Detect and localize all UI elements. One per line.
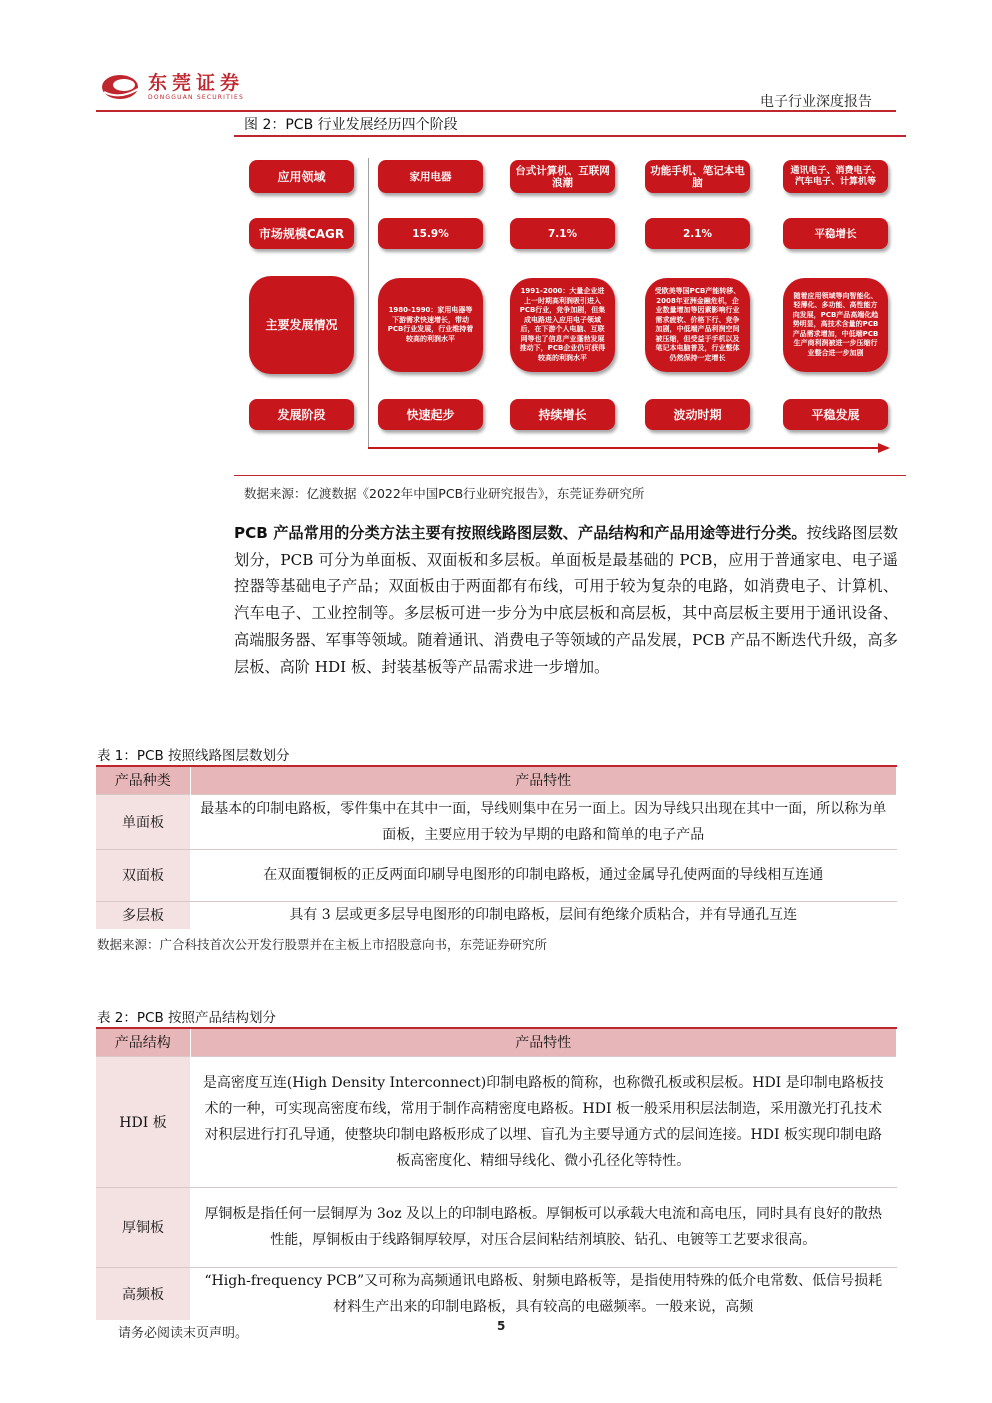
- stage-2-phase: 持续增长: [510, 399, 615, 430]
- timeline-vertical-axis: [368, 158, 369, 448]
- table-header-cell: 产品特性: [190, 767, 897, 794]
- table-header-cell: 产品结构: [96, 1029, 190, 1056]
- table-1: [96, 767, 897, 929]
- stage-4-cagr: 平稳增长: [783, 218, 888, 249]
- paragraph-lead: PCB 产品常用的分类方法主要有按照线路图层数、产品结构和产品用途等进行分类。: [234, 524, 807, 542]
- table-value-cell: 最基本的印制电路板，零件集中在其中一面，导线则集中在另一面上。因为导线只出现在其中一面，所以称为单面板，主要应用于较为早期的电路和简单的电子产品: [190, 794, 897, 849]
- stage-1-phase: 快速起步: [378, 399, 483, 430]
- table-value-cell: 是高密度互连(High Density Interconnect)印制电路板的简称，也称微孔板或积层板。HDI 是印制电路板技术的一种，可实现高密度布线，常用于制作高精密度电路板。HDI 板一般采用积层法制造，采用激光打孔技术对积层进行打孔导通，使整块印制电路板形成了以埋、盲孔为主要导通方式的层间连接。HDI 板实现印制电路板高密度化、精细导线化、微小孔径化等特性。: [190, 1056, 897, 1187]
- table-2: [96, 1029, 897, 1320]
- stage-1-development: 1980-1990：家用电器等下游需求快速增长，带动PCB行业发展，行业维持着较高的利润水平: [378, 278, 483, 372]
- table-key-cell: HDI 板: [96, 1056, 190, 1187]
- stage-2-development: 1991-2000：大量企业进上一时期高利润吸引进入PCB行业，竞争加剧，但集成电路进入应用电子领域后，在下游个人电脑、互联网等也了信息产业蓬勃发展推动下，PCB企业仍可获得较高的利润水平: [510, 278, 615, 372]
- table-row: [96, 849, 897, 901]
- logo-english-name: DONGGUAN SECURITIES: [148, 94, 244, 101]
- table-header-cell: 产品特性: [190, 1029, 897, 1056]
- stage-4-phase: 平稳发展: [783, 399, 888, 430]
- stage-3-phase: 波动时期: [645, 399, 750, 430]
- table-value-cell: “High-frequency PCB”又可称为高频通讯电路板、射频电路板等，是指使用特殊的低介电常数、低信号损耗材料生产出来的印制电路板，具有较高的电磁频率。一般来说，高频: [190, 1267, 897, 1320]
- table-header-cell: 产品种类: [96, 767, 190, 794]
- logo-mark-icon: [100, 72, 142, 102]
- table-row: [96, 1056, 897, 1187]
- disclaimer-note: 请务必阅读末页声明。: [118, 1326, 249, 1341]
- table-row: [96, 1267, 897, 1320]
- table-key-cell: 双面板: [96, 849, 190, 901]
- stage-3-development: 受欧美等国PCB产能转移、2008年亚洲金融危机，企业数量增加等因素影响行业需求疲软、价格下行、竞争加剧，中低端产品利润空间被压缩，但受益于手机以及笔记本电脑普及，行业整体仍然保持一定增长: [645, 278, 750, 372]
- stage-2-cagr: 7.1%: [510, 218, 615, 249]
- logo-chinese-name: 东莞证券: [148, 72, 245, 94]
- table-row: [96, 901, 897, 929]
- figure-top-divider: [234, 135, 906, 137]
- table-1-title: 表 1：PCB 按照线路图层数划分: [97, 748, 290, 764]
- table-row: [96, 794, 897, 849]
- timeline-arrow-icon: [878, 443, 890, 453]
- row-label-development: 主要发展情况: [249, 276, 354, 374]
- table-key-cell: 多层板: [96, 901, 190, 929]
- stage-4-development: 随着应用领域等向智能化、轻薄化、多功能、高性能方向发展，PCB产品高端化趋势明显，高技术含量的PCB产品需求增加，中低端PCB生产商利润被进一步压缩行业整合进一步加剧: [783, 278, 888, 372]
- table-key-cell: 单面板: [96, 794, 190, 849]
- report-category-title: 电子行业深度报告: [760, 94, 872, 110]
- table-key-cell: 厚铜板: [96, 1187, 190, 1267]
- table-header-row: [96, 1029, 897, 1056]
- stage-3-cagr: 2.1%: [645, 218, 750, 249]
- stage-4-application: 通讯电子、消费电子、汽车电子、计算机等: [783, 160, 888, 193]
- table-value-cell: 厚铜板是指任何一层铜厚为 3oz 及以上的印制电路板。厚铜板可以承载大电流和高电压，同时具有良好的散热性能，厚铜板由于线路铜厚较厚，对压合层间粘结剂填胶、钻孔、电镀等工艺要求很高。: [190, 1187, 897, 1267]
- table-value-cell: 在双面覆铜板的正反两面印刷导电图形的印制电路板，通过金属导孔使两面的导线相互连通: [190, 849, 897, 901]
- figure-title: 图 2：PCB 行业发展经历四个阶段: [244, 117, 458, 133]
- stage-1-cagr: 15.9%: [378, 218, 483, 249]
- table-header-row: [96, 767, 897, 794]
- figure-bottom-divider: [234, 475, 906, 476]
- row-label-phase: 发展阶段: [249, 399, 354, 430]
- company-logo: [100, 70, 244, 104]
- table-value-cell: 具有 3 层或更多层导电图形的印制电路板，层间有绝缘介质粘合，并有导通孔互连: [190, 901, 897, 929]
- stage-1-application: 家用电器: [378, 160, 483, 193]
- table-key-cell: 高频板: [96, 1267, 190, 1320]
- page-number: 5: [497, 1319, 506, 1333]
- table-2-title: 表 2：PCB 按照产品结构划分: [97, 1010, 276, 1026]
- stage-2-application: 台式计算机、互联网浪潮: [510, 160, 615, 193]
- figure-source: 数据来源：亿渡数据《2022年中国PCB行业研究报告》，东莞证券研究所: [244, 486, 645, 501]
- row-label-cagr: 市场规模CAGR: [249, 218, 354, 249]
- header-divider: [96, 110, 896, 112]
- paragraph-body: 按线路图层数划分，PCB 可分为单面板、双面板和多层板。单面板是最基础的 PCB，应用于普通家电、电子遥控器等基础电子产品；双面板由于两面都有布线，可用于较为复杂的电路，如消费电子、计算机、汽车电子、工业控制等。多层板可进一步分为中底层板和高层板，其中高层板主要用于通讯设备、高端服务器、军事等领域。随着通讯、消费电子等领域的产品发展，PCB 产品不断迭代升级，高多层板、高阶 HDI 板、封装基板等产品需求进一步增加。: [234, 524, 899, 676]
- table-row: [96, 1187, 897, 1267]
- row-label-application: 应用领域: [249, 160, 354, 193]
- table-1-source: 数据来源：广合科技首次公开发行股票并在主板上市招股意向书，东莞证券研究所: [97, 937, 548, 952]
- stage-3-application: 功能手机、笔记本电脑: [645, 160, 750, 193]
- body-paragraph: [234, 520, 898, 680]
- timeline-horizontal-axis: [368, 447, 882, 449]
